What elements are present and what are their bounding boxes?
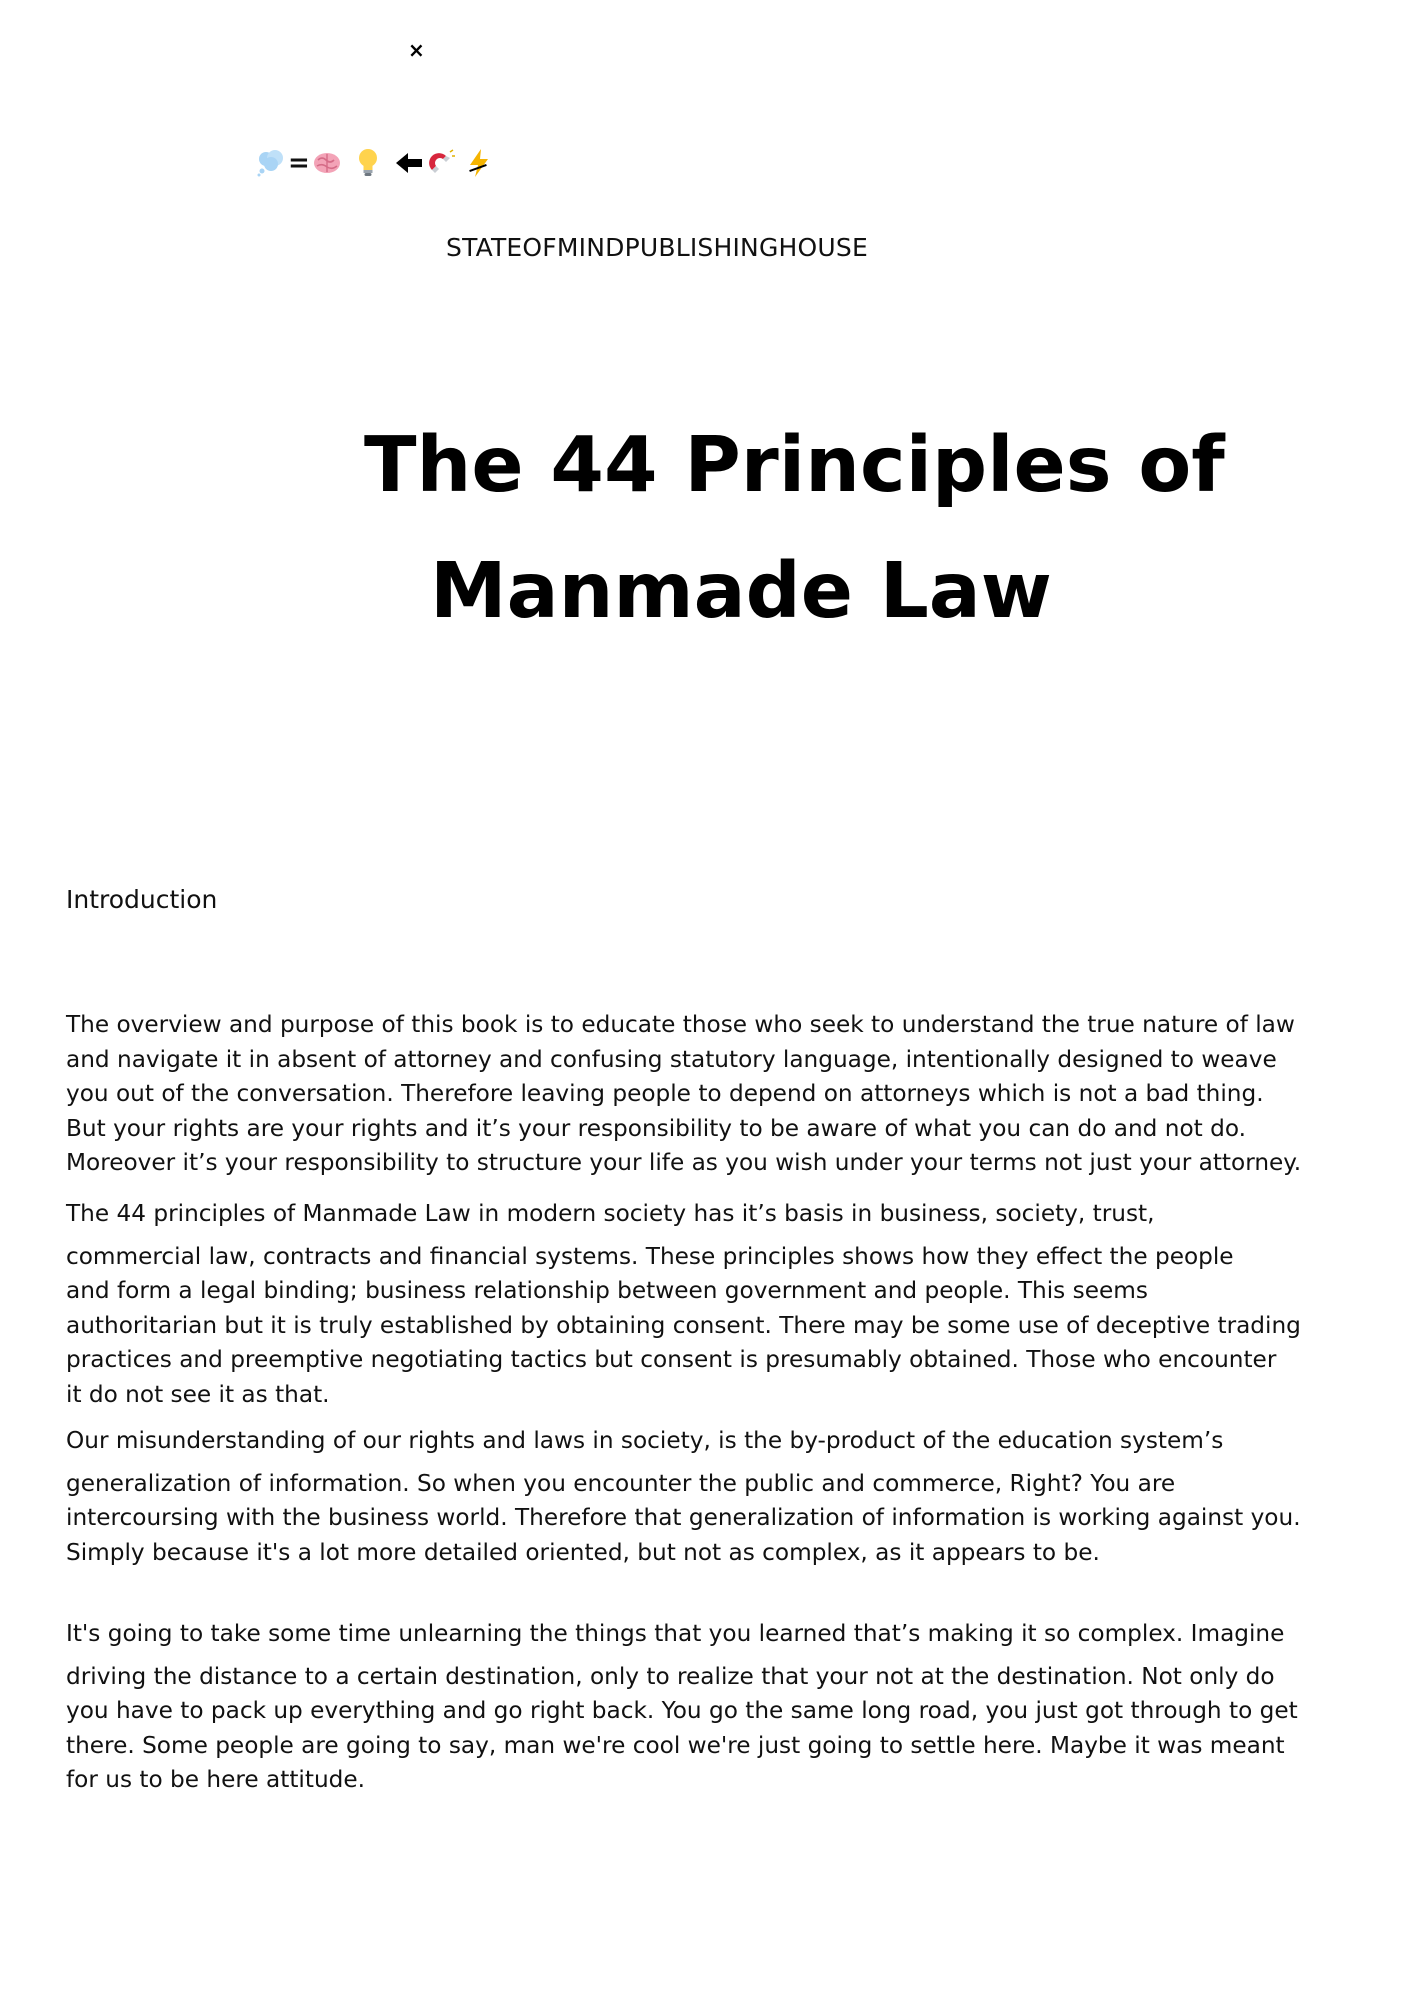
- left-arrow-icon: [394, 151, 424, 175]
- lightbulb-icon: [356, 147, 380, 179]
- book-title-line-1: The 44 Principles of: [364, 421, 1225, 510]
- lightning-icon: [466, 148, 492, 178]
- text-line: it do not see it as that.: [66, 1380, 330, 1408]
- text-line: Moreover it’s your responsibility to structure your life as you wish under your terms not just your attorney.: [66, 1149, 1302, 1176]
- text-line: authoritarian but it is truly established by obtaining consent. There may be some use of deceptive trading: [66, 1311, 1301, 1339]
- text-line: for us to be here attitude.: [66, 1766, 366, 1793]
- text-line: intercoursing with the business world. Therefore that generalization of information is working against you.: [66, 1504, 1301, 1531]
- text-line: and form a legal binding; business relationship between government and people. This seems: [66, 1277, 1148, 1304]
- text-line: The overview and purpose of this book is to educate those who seek to understand the true nature of law: [66, 1011, 1295, 1038]
- magnet-icon: [426, 148, 456, 178]
- publisher-name: STATEOFMINDPUBLISHINGHOUSE: [446, 233, 868, 262]
- text-line: practices and preemptive negotiating tactics but consent is presumably obtained. Those who encounter: [66, 1346, 1277, 1373]
- text-line: But your rights are your rights and it’s your responsibility to be aware of what you can do and not do.: [66, 1114, 1246, 1142]
- text-line: The 44 principles of Manmade Law in modern society has it’s basis in business, society, trust,: [66, 1200, 1155, 1227]
- section-heading: Introduction: [66, 885, 218, 914]
- text-line: and navigate it in absent of attorney and confusing statutory language, intentionally designed to weave: [66, 1045, 1277, 1073]
- paragraph: [66, 1197, 1301, 1412]
- brain-icon: [312, 148, 342, 178]
- text-line: you out of the conversation. Therefore leaving people to depend on attorneys which is not a bad thing.: [66, 1080, 1264, 1107]
- emoji-row: [256, 146, 492, 180]
- text-line: generalization of information. So when you encounter the public and commerce, Right? You are: [66, 1469, 1176, 1497]
- text-line: driving the distance to a certain destination, only to realize that your not at the destination. Not only do: [66, 1662, 1275, 1690]
- thought-bubble-icon: [256, 148, 286, 178]
- text-line: It's going to take some time unlearning the things that you learned that’s making it so complex. Imagine: [66, 1620, 1285, 1647]
- text-line: Simply because it's a lot more detailed oriented, but not as complex, as it appears to be.: [66, 1538, 1100, 1566]
- paragraph: [66, 1008, 1301, 1181]
- book-title-line-2: Manmade Law: [430, 547, 1052, 636]
- text-line: Our misunderstanding of our rights and laws in society, is the by-product of the education system’s: [66, 1427, 1224, 1454]
- paragraph: [66, 1424, 1301, 1570]
- equals-icon: =: [288, 148, 310, 178]
- text-line: commercial law, contracts and financial systems. These principles shows how they effect the people: [66, 1242, 1234, 1270]
- text-line: you have to pack up everything and go right back. You go the same long road, you just got through to get: [66, 1697, 1298, 1724]
- close-icon: ×: [408, 38, 425, 62]
- paragraph: [66, 1617, 1298, 1798]
- text-line: there. Some people are going to say, man we're cool we're just going to settle here. Maybe it was meant: [66, 1731, 1285, 1759]
